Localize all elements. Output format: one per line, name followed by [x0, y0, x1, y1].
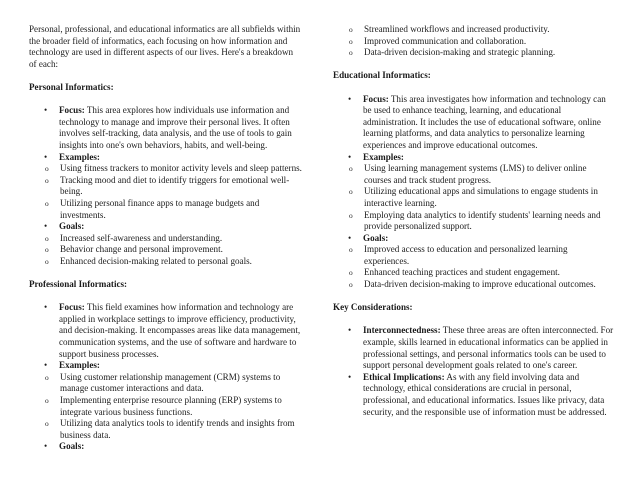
list-item-goals	[29, 441, 302, 453]
example-text: Implementing enterprise resource planning (ERP) systems to integrate various business functions.	[60, 395, 282, 417]
bullet-circle-icon: o	[45, 164, 49, 174]
examples-label: Examples:	[59, 360, 100, 371]
bullet-circle-icon: o	[349, 210, 353, 220]
example-text: Tracking mood and diet to identify triggers for emotional well-being.	[60, 174, 290, 197]
consideration-text: These three areas are often interconnected. For example, skills learned in educational informatics can be applied in professional settings, and personal informatics tools can be used to support personal development goals related to one's career.	[363, 325, 614, 371]
goal-text: Streamlined workflows and increased productivity.	[364, 24, 550, 34]
heading-educational-informatics: Educational Informatics:	[333, 70, 431, 81]
professional-goals-group	[29, 441, 302, 453]
bullet-disc-icon: •	[348, 232, 352, 243]
educational-examples-sublist	[333, 163, 614, 233]
section-spacer	[29, 267, 302, 279]
professional-informatics-list	[29, 302, 302, 372]
example-text: Utilizing personal finance apps to manage budgets and investments.	[60, 197, 260, 220]
bullet-disc-icon: •	[348, 325, 352, 336]
bullet-circle-icon: o	[349, 280, 353, 290]
bullet-circle-icon: o	[349, 48, 353, 58]
educational-goals-group	[333, 233, 614, 245]
goals-label: Goals:	[59, 441, 85, 452]
list-item	[29, 244, 302, 256]
heading-personal-informatics: Personal Informatics:	[29, 81, 114, 92]
list-item-ethical-implications	[333, 372, 614, 418]
list-item	[333, 244, 614, 267]
bullet-disc-icon: •	[44, 221, 48, 232]
professional-goals-sublist	[333, 24, 614, 59]
list-item-focus	[29, 302, 302, 360]
bullet-circle-icon: o	[349, 187, 353, 197]
list-item-goals	[333, 233, 614, 245]
educational-informatics-list	[333, 94, 614, 164]
goal-text: Behavior change and personal improvement.	[60, 244, 223, 255]
consideration-label: Ethical Implications:	[363, 371, 445, 382]
goal-text: Improved access to education and personalized learning experiences.	[364, 244, 568, 266]
list-item	[333, 279, 614, 291]
list-item-examples	[29, 360, 302, 372]
focus-text: This area investigates how information and technology can be used to enhance teaching, learning, and educational administration. It includes the use of educational software, online learning platforms, and data analytics to personalize learning experiences and improve educational outcomes.	[363, 93, 606, 150]
bullet-circle-icon: o	[45, 233, 49, 243]
examples-label: Examples:	[59, 151, 100, 162]
bullet-circle-icon: o	[45, 245, 49, 255]
focus-entry	[59, 105, 302, 151]
bullet-circle-icon: o	[45, 419, 49, 429]
list-item	[333, 267, 614, 279]
bullet-circle-icon: o	[45, 396, 49, 405]
list-item	[333, 163, 614, 186]
bullet-circle-icon: o	[349, 245, 353, 255]
example-text: Utilizing data analytics tools to identify trends and insights from business data.	[60, 418, 295, 440]
goal-text: Data-driven decision-making to improve educational outcomes.	[364, 279, 596, 290]
consideration-text: As with any field involving data and technology, ethical considerations are crucial in personal, professional, and educational informatics. Issues like privacy, data security, and the responsible use of information must be addressed.	[363, 371, 607, 417]
list-item-interconnectedness	[333, 325, 614, 371]
goal-text: Data-driven decision-making and strategic planning.	[364, 47, 556, 58]
bullet-disc-icon: •	[44, 105, 48, 116]
bullet-circle-icon: o	[45, 198, 49, 208]
goals-label: Goals:	[59, 221, 85, 232]
list-item	[29, 395, 302, 418]
list-item	[29, 372, 302, 395]
left-column	[0, 24, 320, 453]
goal-text: Improved communication and collaboration.	[364, 35, 527, 46]
key-considerations-list	[333, 325, 614, 418]
list-item-examples	[29, 152, 302, 164]
section-spacer	[333, 291, 614, 303]
two-column-layout	[0, 24, 640, 453]
example-text: Using fitness trackers to monitor activity levels and sleep patterns.	[60, 163, 302, 174]
focus-label: Focus:	[59, 302, 85, 313]
goal-text: Enhanced teaching practices and student engagement.	[364, 267, 560, 278]
bullet-circle-icon: o	[45, 256, 49, 266]
list-item	[333, 186, 614, 209]
focus-label: Focus:	[59, 105, 85, 116]
examples-label: Examples:	[363, 151, 404, 162]
bullet-circle-icon: o	[349, 164, 353, 174]
list-item	[29, 256, 302, 268]
personal-examples-sublist	[29, 163, 302, 221]
personal-goals-group	[29, 221, 302, 233]
heading-key-considerations: Key Considerations:	[333, 302, 413, 313]
list-item	[333, 47, 614, 59]
list-item	[333, 210, 614, 233]
list-item	[29, 163, 302, 175]
bullet-disc-icon: •	[348, 151, 352, 162]
goal-text: Enhanced decision-making related to personal goals.	[60, 255, 252, 266]
intro-paragraph: Personal, professional, and educational informatics are all subfields within the broader field of informatics, each focusing on how information and technology are used in different aspects of our lives. Here's a breakdown of each:	[29, 24, 301, 69]
list-item	[29, 198, 302, 221]
bullet-disc-icon: •	[44, 302, 48, 313]
example-text: Using customer relationship management (CRM) systems to manage customer interactions and data.	[60, 371, 281, 394]
bullet-disc-icon: •	[44, 360, 48, 371]
bullet-circle-icon: o	[349, 25, 353, 34]
consideration-entry	[363, 325, 614, 371]
bullet-disc-icon: •	[348, 371, 352, 382]
focus-text: This area explores how individuals use information and technology to manage and improve their personal lives. It often involves self-tracking, data analysis, and the use of tools to gain insights into one's own behaviors, habits, and well-being.	[59, 105, 292, 150]
focus-entry	[59, 302, 302, 360]
bullet-disc-icon: •	[44, 151, 48, 162]
list-item-focus	[29, 105, 302, 151]
bullet-circle-icon: o	[349, 268, 353, 278]
example-text: Utilizing educational apps and simulations to engage students in interactive learning.	[364, 186, 598, 208]
goal-text: Increased self-awareness and understanding.	[60, 232, 223, 243]
bullet-disc-icon: •	[348, 93, 352, 104]
bullet-circle-icon: o	[45, 372, 49, 382]
list-item	[29, 418, 302, 441]
list-item-examples	[333, 152, 614, 164]
bullet-circle-icon: o	[349, 36, 353, 46]
professional-examples-sublist	[29, 372, 302, 442]
educational-goals-sublist	[333, 244, 614, 290]
consideration-entry	[363, 372, 614, 418]
consideration-label: Interconnectedness:	[363, 325, 441, 336]
focus-entry	[363, 94, 614, 152]
list-item-goals	[29, 221, 302, 233]
list-item-focus	[333, 94, 614, 152]
bullet-disc-icon: •	[44, 441, 48, 452]
focus-label: Focus:	[363, 93, 389, 104]
list-item	[333, 24, 614, 36]
example-text: Employing data analytics to identify students' learning needs and provide personalized support.	[364, 209, 601, 232]
right-column	[320, 24, 640, 418]
list-item	[29, 233, 302, 245]
personal-goals-sublist	[29, 233, 302, 268]
heading-professional-informatics: Professional Informatics:	[29, 279, 128, 290]
goals-label: Goals:	[363, 232, 389, 243]
list-item	[29, 175, 302, 198]
focus-text: This field examines how information and technology are applied in workplace settings to improve efficiency, productivity, and decision-making. It encompasses areas like data management, communication systems, and the use of software and hardware to support business processes.	[59, 302, 301, 359]
bullet-circle-icon: o	[45, 175, 49, 185]
personal-informatics-list	[29, 105, 302, 163]
list-item	[333, 36, 614, 48]
example-text: Using learning management systems (LMS) to deliver online courses and track student progress.	[364, 163, 587, 185]
section-spacer	[333, 59, 614, 71]
